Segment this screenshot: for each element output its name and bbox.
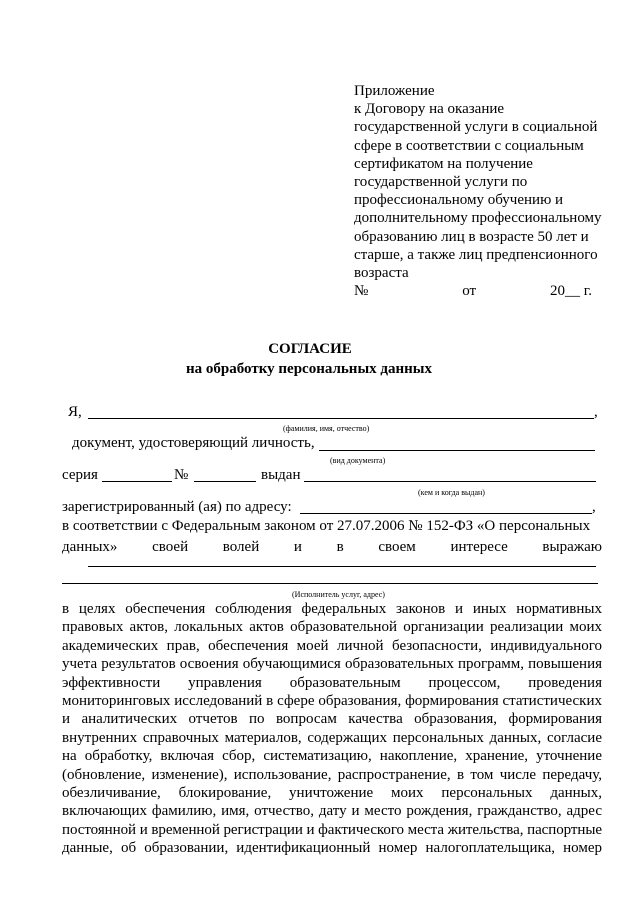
consent-body xyxy=(62,600,602,858)
name-label: Я, xyxy=(68,404,82,420)
executor-field-line-1[interactable] xyxy=(88,566,596,567)
word: выражаю xyxy=(542,539,602,555)
document-subtitle: на обработку персональных данных xyxy=(186,361,432,377)
issued-field-line[interactable] xyxy=(304,481,596,482)
series-label: серия xyxy=(62,467,98,483)
word: своем xyxy=(378,539,416,555)
document-title: СОГЛАСИЕ xyxy=(268,341,352,357)
ref-date-label: от xyxy=(462,283,477,300)
body-line: учета результатов освоения обучающимися образовательных программ, повышения xyxy=(62,656,602,673)
appendix-line: сфере в соответствии с социальным xyxy=(354,137,584,154)
word: интересе xyxy=(450,539,508,555)
body-line: обезличивание, блокирование, уничтожение моих персональных данных, xyxy=(62,785,602,802)
address-field-line[interactable] xyxy=(300,513,592,514)
law-reference-line: в соответствии с Федеральным законом от 27.07.2006 № 152-ФЗ «О персональных xyxy=(62,518,591,534)
appendix-line: возраста xyxy=(354,265,409,282)
body-line: (обновление, изменение), использование, распространение, в том числе передачу, xyxy=(62,766,602,783)
name-caption: (фамилия, имя, отчество) xyxy=(283,424,370,433)
appendix-line: старше, а также лиц предпенсионного xyxy=(354,246,598,263)
consent-statement-line xyxy=(62,539,602,556)
number-field-line[interactable] xyxy=(194,481,256,482)
appendix-line: дополнительному профессиональному xyxy=(354,210,602,227)
body-line: постоянной и временной регистрации и фактического места жительства, паспортные xyxy=(62,821,602,838)
word: данных» xyxy=(62,539,118,555)
ref-year: 20__ г. xyxy=(550,283,592,300)
executor-field-line-2[interactable] xyxy=(62,583,598,584)
address-label: зарегистрированный (ая) по адресу: xyxy=(62,499,292,515)
body-line: правовых актов, локальных актов образовательной организации реализации моих xyxy=(62,619,602,636)
issued-label: выдан xyxy=(261,467,301,483)
appendix-line: к Договору на оказание xyxy=(354,101,505,118)
appendix-line: образованию лиц в возрасте 50 лет и xyxy=(354,228,589,245)
executor-caption: (Исполнитель услуг, адрес) xyxy=(292,590,385,599)
word: волей xyxy=(222,539,260,555)
series-field-line[interactable] xyxy=(102,481,172,482)
document-field-line[interactable] xyxy=(319,450,595,451)
body-line: включающих фамилию, имя, отчество, дату и место рождения, гражданство, адрес xyxy=(62,803,602,820)
document-caption: (вид документа) xyxy=(330,456,386,465)
body-line: мониторинговых исследований в сфере образования, формирования статистических xyxy=(62,693,602,710)
body-line: и аналитических отчетов по вопросам качества образования, формирования xyxy=(62,711,602,728)
appendix-header xyxy=(354,82,616,300)
appendix-line: государственной услуги по xyxy=(354,174,528,191)
appendix-reference xyxy=(354,282,592,300)
appendix-line: Приложение xyxy=(354,83,435,99)
document-title-block xyxy=(0,340,640,378)
body-line: в целях обеспечения соблюдения федеральных законов и иных нормативных xyxy=(62,601,602,617)
body-line: данные, об образовании, идентификационный номер налогоплательщика, номер xyxy=(62,840,602,857)
document-label: документ, удостоверяющий личность, xyxy=(72,435,315,451)
body-line: на обработку, включая сбор, систематизацию, накопление, хранение, уточнение xyxy=(62,748,602,765)
issued-caption: (кем и когда выдан) xyxy=(418,488,485,497)
number-label: № xyxy=(174,467,189,483)
name-end-comma: , xyxy=(594,404,598,420)
word: своей xyxy=(152,539,189,555)
body-line: внутренних справочных материалов, содержащих персональных данных, согласие xyxy=(62,729,602,746)
body-line: эффективности управления образовательным процессом, проведения xyxy=(62,674,602,691)
ref-number-label: № xyxy=(354,283,369,300)
appendix-line: сертификатом на получение xyxy=(354,155,533,172)
name-field-line[interactable] xyxy=(88,418,594,419)
word: и xyxy=(293,539,302,555)
address-end-comma: , xyxy=(592,499,596,515)
body-line: академических прав, обеспечения моей личной безопасности, индивидуального xyxy=(62,637,602,654)
appendix-line: профессиональному обучению и xyxy=(354,192,564,209)
word: в xyxy=(336,539,344,555)
appendix-line: государственной услуги в социальной xyxy=(354,119,598,136)
